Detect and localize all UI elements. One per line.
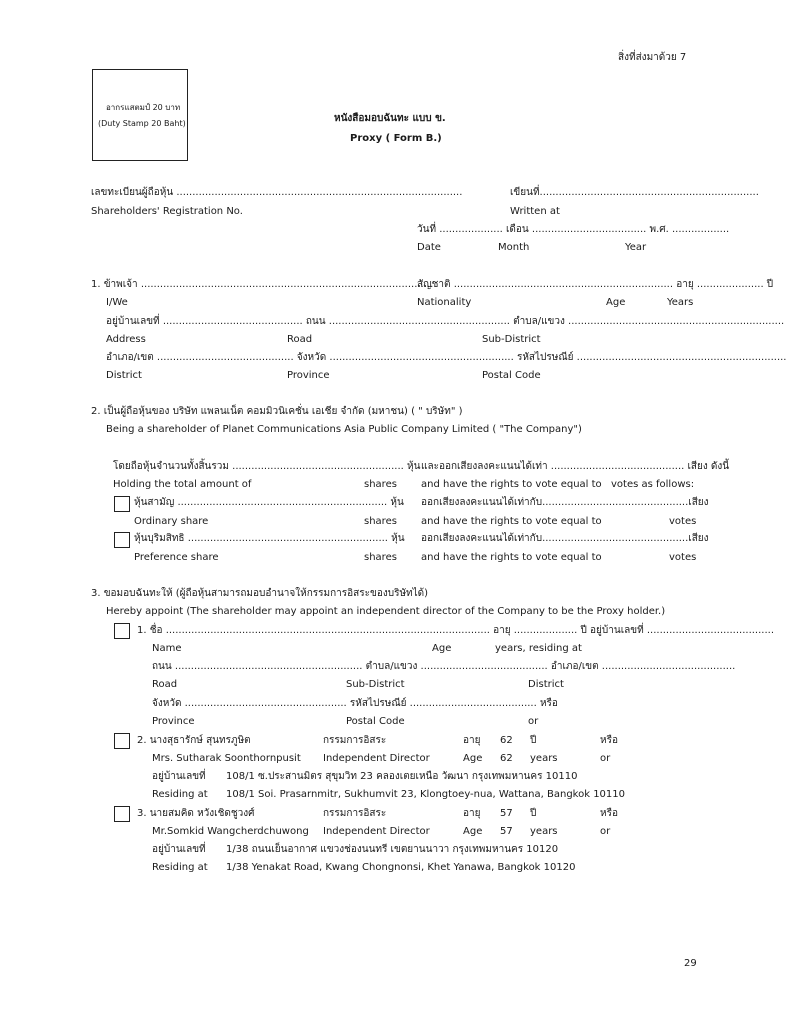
proxy1-residing-label: years, residing at	[495, 643, 582, 654]
proxy2-role-th: กรรมการอิสระ	[323, 735, 387, 746]
proxy1-postal-label: Postal Code	[346, 716, 405, 727]
total-shares-label: Holding the total amount of	[113, 479, 252, 490]
proxy1-name-label: Name	[152, 643, 182, 654]
section2-heading-en: Being a shareholder of Planet Communications Asia Public Company Limited ( "The Company")	[106, 424, 582, 435]
proxy3-years-th: ปี	[530, 808, 537, 819]
date-label: Date	[417, 242, 441, 253]
stamp-label-th: อากรแสตมป์ 20 บาท	[106, 103, 181, 112]
vote-equal-label: and have the rights to vote equal to	[421, 552, 602, 563]
proxy2-address-th: 108/1 ซ.ประสานมิตร สุขุมวิท 23 คลองเตยเหนือ วัฒนา กรุงเทพมหานคร 10110	[226, 771, 578, 782]
preference-share-checkbox[interactable]	[114, 532, 130, 548]
proxy2-age-en: 62	[500, 753, 513, 764]
province-label: Province	[287, 370, 330, 381]
section2-heading-th: 2. เป็นผู้ถือหุ้นของ บริษัท แพลนเน็ต คอมมิวนิเคชั่น เอเชีย จำกัด (มหาชน) ( " บริษัท" )	[91, 406, 463, 417]
proxy3-or-en: or	[600, 826, 611, 837]
votes-label: votes	[669, 552, 697, 563]
total-shares-field[interactable]: โดยถือหุ้นจำนวนทั้งสิ้นรวม ...................................................... หุ้น	[113, 461, 421, 472]
section3-heading-th: 3. ขอมอบฉันทะให้ (ผู้ถือหุ้นสามารถมอบอำนาจให้กรรมการอิสระของบริษัทได้)	[91, 588, 429, 599]
proxy2-or-th: หรือ	[600, 735, 618, 746]
duty-stamp-box	[92, 69, 188, 161]
proxy2-address-label-th: อยู่บ้านเลขที่	[152, 771, 206, 782]
form-title-en: Proxy ( Form B.)	[350, 133, 442, 144]
proxy3-age-en: 57	[500, 826, 513, 837]
shareholder-name-field[interactable]: 1. ข้าพเจ้า .............................................................................................	[91, 279, 437, 290]
proxy3-address-th: 1/38 ถนนเย็นอากาศ แขวงช่องนนทรี เขตยานนาวา กรุงเทพมหานคร 10120	[226, 844, 559, 855]
proxy2-or-en: or	[600, 753, 611, 764]
proxy2-address-en: 108/1 Soi. Prasarnmitr, Sukhumvit 23, Klongtoey-nua, Wattana, Bangkok 10110	[226, 789, 626, 800]
proxy1-province-field[interactable]: จังหวัด ................................................... รหัสไปรษณีย์ ........................................ หรือ	[152, 698, 558, 709]
vote-equal-label: and have the rights to vote equal to	[421, 479, 602, 490]
proxy2-age-label-th: อายุ	[463, 735, 481, 746]
proxy3-role-th: กรรมการอิสระ	[323, 808, 387, 819]
ordinary-share-label: Ordinary share	[134, 516, 209, 527]
years-label: Years	[667, 297, 694, 308]
form-title-th: หนังสือมอบฉันทะ แบบ ข.	[334, 113, 446, 124]
registration-no-label: Shareholders' Registration No.	[91, 206, 243, 217]
district-field[interactable]: อำเภอ/เขต ........................................... จังหวัด .......................................................... รหัสไปรษณีย์ ..................................................................	[106, 352, 786, 363]
address-label: Address	[106, 334, 146, 345]
ordinary-votes-field[interactable]: ออกเสียงลงคะแนนได้เท่ากับ..............................................เสียง	[421, 497, 709, 508]
total-votes-field[interactable]: และออกเสียงลงคะแนนได้เท่า .......................................... เสียง ดังนี้	[421, 461, 730, 472]
preference-votes-field[interactable]: ออกเสียงลงคะแนนได้เท่ากับ..............................................เสียง	[421, 533, 709, 544]
proxy3-or-th: หรือ	[600, 808, 618, 819]
proxy1-road-label: Road	[152, 679, 178, 690]
proxy3-checkbox[interactable]	[114, 806, 130, 822]
date-field[interactable]: วันที่ .................... เดือน .................................... พ.ศ. ..................	[417, 224, 730, 235]
proxy1-age-label: Age	[432, 643, 452, 654]
ordinary-shares-field[interactable]: หุ้นสามัญ .................................................................. หุ้น	[134, 497, 404, 508]
age-label: Age	[606, 297, 626, 308]
written-at-field[interactable]: เขียนที่.....................................................................	[510, 187, 759, 198]
proxy3-years-en: years	[530, 826, 558, 837]
proxy3-age-label-en: Age	[463, 826, 483, 837]
postal-code-label: Postal Code	[482, 370, 541, 381]
proxy2-residing-label: Residing at	[152, 789, 208, 800]
month-label: Month	[498, 242, 530, 253]
proxy2-age-label-en: Age	[463, 753, 483, 764]
proxy1-or-label: or	[528, 716, 539, 727]
preference-share-label: Preference share	[134, 552, 219, 563]
district-label: District	[106, 370, 142, 381]
annex-label: สิ่งที่ส่งมาด้วย 7	[618, 52, 687, 63]
iwe-label: I/We	[106, 297, 128, 308]
proxy2-name-th: 2. นางสุธารักษ์ สุนทรภูษิต	[137, 735, 251, 746]
written-at-label: Written at	[510, 206, 560, 217]
vote-equal-label: and have the rights to vote equal to	[421, 516, 602, 527]
votes-label: votes	[669, 516, 697, 527]
registration-no-field[interactable]: เลขทะเบียนผู้ถือหุ้น ..........................................................................................	[91, 187, 463, 198]
stamp-label-en: (Duty Stamp 20 Baht)	[98, 119, 186, 128]
proxy2-years-th: ปี	[530, 735, 537, 746]
proxy3-role-en: Independent Director	[323, 826, 430, 837]
address-field[interactable]: อยู่บ้านเลขที่ ............................................ ถนน ......................................................... ตำบล/แขวง ....................................................................	[106, 316, 785, 327]
year-label: Year	[625, 242, 647, 253]
proxy2-age-th: 62	[500, 735, 513, 746]
shares-label: shares	[364, 516, 397, 527]
proxy1-subdistrict-label: Sub-District	[346, 679, 405, 690]
proxy3-age-th: 57	[500, 808, 513, 819]
proxy2-checkbox[interactable]	[114, 733, 130, 749]
proxy3-address-label-th: อยู่บ้านเลขที่	[152, 844, 206, 855]
votes-as-follows-label: votes as follows:	[611, 479, 695, 490]
proxy1-road-field[interactable]: ถนน ........................................................... ตำบล/แขวง ........................................ อำเภอ/เขต ..........................................	[152, 661, 736, 672]
proxy1-checkbox[interactable]	[114, 623, 130, 639]
proxy3-residing-label: Residing at	[152, 862, 208, 873]
road-label: Road	[287, 334, 313, 345]
proxy3-name-th: 3. นายสมคิด หวังเชิดชูวงศ์	[137, 808, 255, 819]
proxy1-province-label: Province	[152, 716, 195, 727]
shares-label: shares	[364, 479, 397, 490]
ordinary-share-checkbox[interactable]	[114, 496, 130, 512]
proxy1-district-label: District	[528, 679, 564, 690]
preference-shares-field[interactable]: หุ้นบุริมสิทธิ ............................................................... หุ้น	[134, 533, 405, 544]
proxy3-age-label-th: อายุ	[463, 808, 481, 819]
proxy1-name-field[interactable]: 1. ชื่อ ...................................................................................................... อายุ .................... ปี อยู่บ้านเลขที่ ........................................	[137, 625, 775, 636]
shares-label: shares	[364, 552, 397, 563]
proxy2-role-en: Independent Director	[323, 753, 430, 764]
section3-heading-en: Hereby appoint (The shareholder may appoint an independent director of the Company to be the Proxy holder.)	[106, 606, 666, 617]
proxy3-name-en: Mr.Somkid Wangcherdchuwong	[152, 826, 309, 837]
nationality-label: Nationality	[417, 297, 472, 308]
proxy2-name-en: Mrs. Sutharak Soonthornpusit	[152, 753, 301, 764]
nationality-age-field[interactable]: สัญชาติ ..................................................................... อายุ ..................... ปี	[417, 279, 774, 290]
page-number: 29	[684, 958, 697, 969]
subdistrict-label: Sub-District	[482, 334, 541, 345]
proxy2-years-en: years	[530, 753, 558, 764]
proxy3-address-en: 1/38 Yenakat Road, Kwang Chongnonsi, Khet Yanawa, Bangkok 10120	[226, 862, 576, 873]
